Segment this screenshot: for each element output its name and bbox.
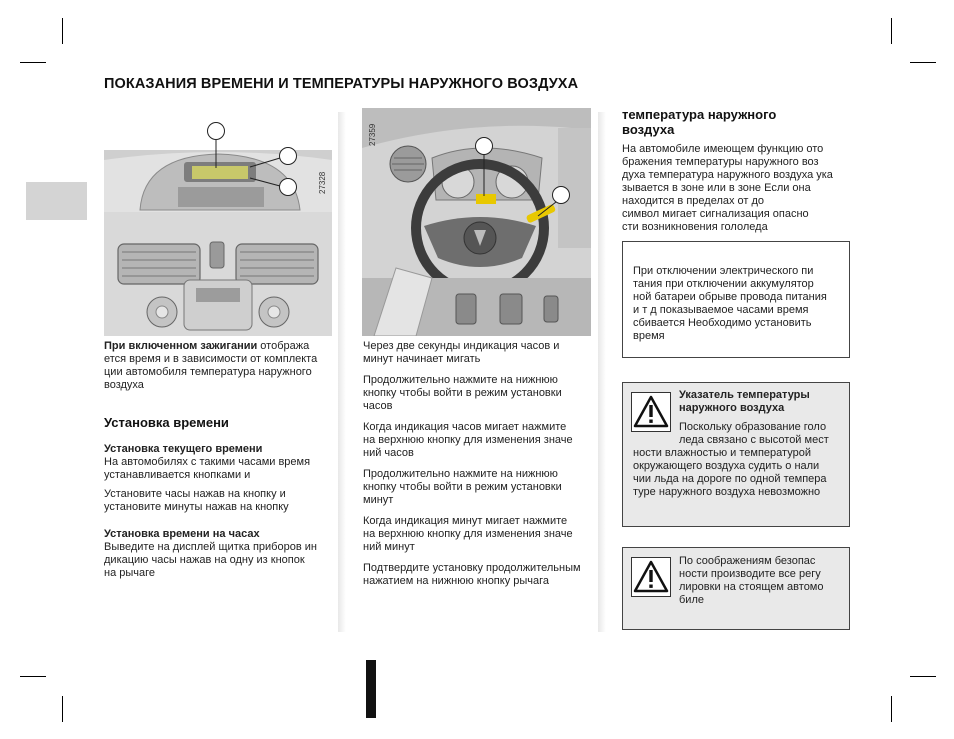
text-line: туре наружного воздуха невозможно [633, 486, 821, 498]
warning-title: наружного воздуха [679, 402, 785, 414]
text-line: ной батареи обрыве провода питания [633, 291, 827, 303]
text-line: ний часов [363, 447, 414, 459]
text-line: Подтвердите установку продолжительным [363, 562, 581, 574]
text-line: лировки на стоящем автомо [679, 581, 824, 593]
text-line: бражения температуры наружного воз [622, 156, 819, 168]
figure-number: 27328 [318, 171, 327, 194]
text-line: на верхнюю кнопку для изменения значе [363, 528, 573, 540]
text-line: леда связано с высотой мест [679, 434, 829, 446]
text-line: кнопку чтобы войти в режим установки [363, 481, 562, 493]
text-line: Продолжительно нажмите на нижнюю [363, 468, 558, 480]
text-line: Выведите на дисплей щитка приборов ин [104, 541, 317, 553]
text-line: окружающего воздуха судить о нали [633, 460, 820, 472]
text-line: сти возникновения гололеда [622, 221, 768, 233]
text-line: биле [679, 594, 704, 606]
warning-body [679, 389, 841, 447]
set-hours-block [104, 488, 332, 514]
text-line: ности производите все регу [679, 568, 821, 580]
warning-body-wide [633, 447, 843, 499]
text-line: При отключении электрического пи [633, 265, 814, 277]
intro-text [104, 340, 332, 392]
text-line: Установите часы нажав на кнопку и [104, 488, 286, 500]
text-line: находится в пределах от до [622, 195, 765, 207]
figure-number: 27359 [368, 123, 377, 146]
text-line: зывается в зоне или в зоне Если она [622, 182, 811, 194]
text-line: ности влажностью и температурой [633, 447, 811, 459]
warning-body [679, 555, 841, 607]
text-line: На автомобилях с такими часами время [104, 456, 311, 468]
text-line: установите минуты нажав на кнопку [104, 501, 289, 513]
text-line: на верхнюю кнопку для изменения значе [363, 434, 573, 446]
text-line: время [633, 330, 665, 342]
subheading: Установка времени на часах [104, 528, 260, 540]
right-heading [622, 107, 776, 137]
text-line: на рычаге [104, 567, 156, 579]
intro-line: ется время и в зависимости от комплекта [104, 353, 318, 365]
intro-line: воздуха [104, 379, 144, 391]
text-line: Когда индикация часов мигает нажмите [363, 421, 567, 433]
text-line: По соображениям безопас [679, 555, 816, 567]
note-body [633, 265, 841, 343]
text-line: Через две секунды индикация часов и [363, 340, 560, 352]
heading-line: температура наружного [622, 107, 777, 122]
text-line: символ мигает сигнализация опасно [622, 208, 809, 220]
text-line: нажатием на нижнюю кнопку рычага [363, 575, 550, 587]
text-line: Когда индикация минут мигает нажмите [363, 515, 568, 527]
heading-line: воздуха [622, 122, 675, 137]
warning-title: Указатель температуры [679, 389, 810, 401]
paragraph [363, 421, 591, 460]
paragraph [363, 340, 591, 366]
current-time-block [104, 443, 332, 482]
intro-line-rest: отобража [257, 340, 310, 352]
text-line: чии льда на дороге по одной темпера [633, 473, 827, 485]
warning-box-temperature [622, 382, 850, 527]
paragraph [363, 468, 591, 507]
warning-triangle-icon [631, 392, 671, 432]
text-line: устанавливается кнопками и [104, 469, 251, 481]
text-line: кнопку чтобы войти в режим установки [363, 387, 562, 399]
text-line: сбивается Необходимо установить [633, 317, 812, 329]
page-title: ПОКАЗАНИЯ ВРЕМЕНИ И ТЕМПЕРАТУРЫ НАРУЖНОГО ВОЗДУХА [104, 76, 579, 92]
warning-triangle-icon [631, 557, 671, 597]
text-line: тания при отключении аккумулятор [633, 278, 814, 290]
paragraph [363, 515, 591, 554]
text-line: часов [363, 400, 393, 412]
warning-box-safety [622, 547, 850, 630]
paragraph [363, 562, 591, 588]
text-line: минут начинает мигать [363, 353, 481, 365]
text-line: минут [363, 494, 394, 506]
intro-line [104, 340, 332, 353]
section-heading: Установка времени [104, 415, 229, 430]
text-line: духа температура наружного воздуха ука [622, 169, 833, 181]
right-body [622, 143, 850, 234]
text-line: дикацию часы нажав на одну из кнопок [104, 554, 305, 566]
text-line: Поскольку образование голо [679, 421, 827, 433]
middle-text [363, 340, 591, 596]
intro-line: ции автомобиля температура наружного [104, 366, 312, 378]
clock-block [104, 528, 332, 580]
intro-bold: При включенном зажигании [104, 340, 258, 352]
text-line: На автомобиле имеющем функцию ото [622, 143, 824, 155]
info-note [622, 241, 850, 358]
text-line: ний минут [363, 541, 415, 553]
subheading: Установка текущего времени [104, 443, 263, 455]
paragraph [363, 374, 591, 413]
text-line: и т д показываемое часами время [633, 304, 809, 316]
text-line: Продолжительно нажмите на нижнюю [363, 374, 558, 386]
